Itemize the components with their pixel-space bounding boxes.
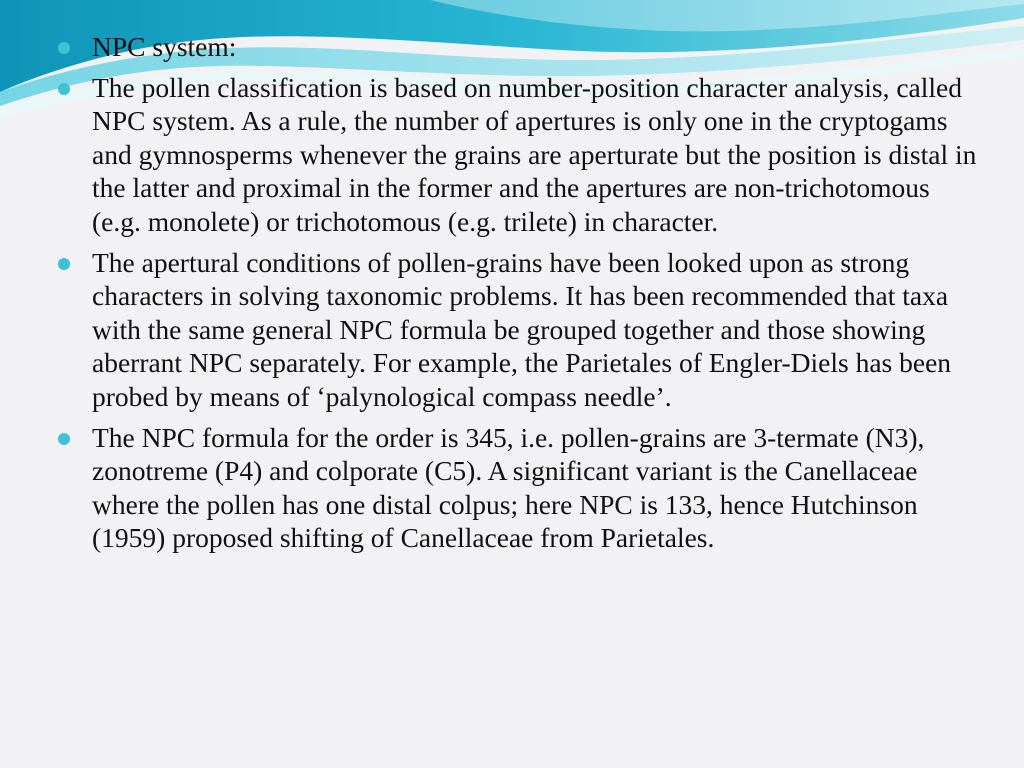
bullet-item — [58, 421, 978, 555]
bullet-text: NPC system: — [92, 31, 237, 62]
bullet-item — [58, 71, 978, 239]
bullet-text: The NPC formula for the order is 345, i.e. pollen-grains are 3-termate (N3), zonotreme (P4) and colporate (C5). A significant variant is the Canellaceae where the pollen has one distal colpus; here NPC is 133, hence Hutchinson (1959) proposed shifting of Canellaceae from Parietales. — [92, 421, 925, 554]
circle-bullet-icon — [58, 433, 70, 445]
bullet-text: The pollen classification is based on number-position character analysis, called NPC system. As a rule, the number of apertures is only one in the cryptogams and gymnosperms whenever the grains are aperturate but the position is distal in the latter and proximal in the former and the apertures are non-trichotomous (e.g. monolete) or trichotomous (e.g. trilete) in character. — [92, 71, 977, 237]
bullet-item — [58, 30, 978, 64]
bullet-text: The apertural conditions of pollen-grains have been looked upon as strong characters in solving taxonomic problems. It has been recommended that taxa with the same general NPC formula be grouped together and those showing aberrant NPC separately. For example, the Parietales of Engler-Diels has been probed by means of ‘palynological compass needle’. — [92, 246, 952, 412]
circle-bullet-icon — [58, 42, 70, 54]
bullet-list — [58, 30, 978, 562]
circle-bullet-icon — [58, 83, 70, 95]
bullet-item — [58, 246, 978, 414]
circle-bullet-icon — [58, 258, 70, 270]
